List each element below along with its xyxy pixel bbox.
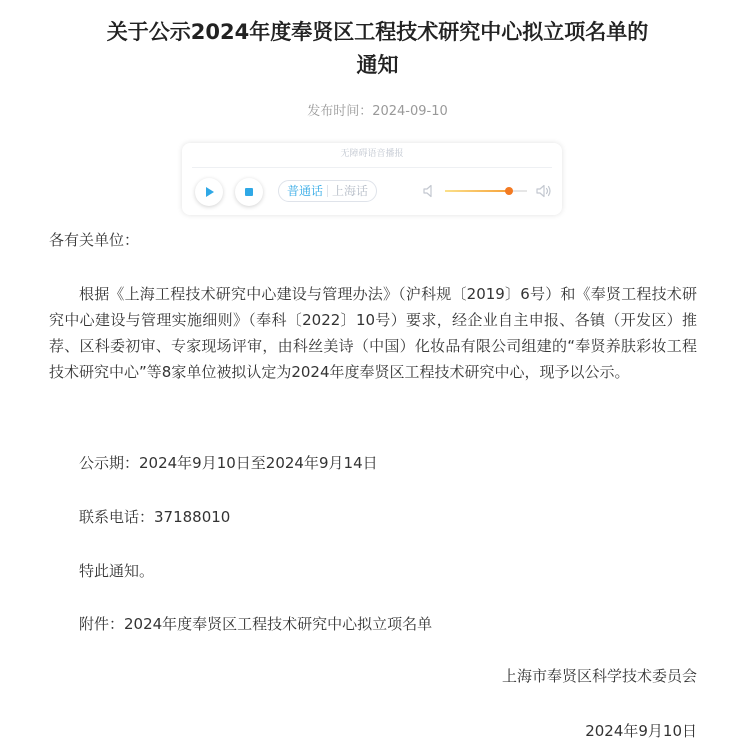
volume-fill [445,190,509,192]
publish-time [0,100,755,119]
volume-slider[interactable] [445,190,527,192]
title-line-2: 通知 [356,53,399,77]
title-line-1: 关于公示2024年度奉贤区工程技术研究中心拟立项名单的 [106,20,649,44]
salutation: 各有关单位： [49,231,140,249]
closing-remark: 特此通知。 [79,562,155,580]
publicity-period: 公示期：2024年9月10日至2024年9月14日 [79,454,378,472]
attachment-link[interactable]: 附件：2024年度奉贤区工程技术研究中心拟立项名单 [79,615,433,633]
play-button[interactable] [195,178,223,206]
player-caption: 无障碍语音播报 [340,149,404,159]
volume-high-icon[interactable] [535,183,553,199]
publish-label: 发布时间： [307,104,373,119]
publish-date: 2024-09-10 [372,104,448,119]
page-title [0,16,755,82]
volume-low-icon[interactable] [422,183,436,199]
volume-knob[interactable] [505,187,513,195]
stop-button[interactable] [235,178,263,206]
language-mandarin[interactable]: 普通话 [287,184,324,198]
audio-player [182,143,562,215]
main-paragraph: 根据《上海工程技术研究中心建设与管理办法》（沪科规〔2019〕6号）和《奉贤工程技术研究中心建设与管理实施细则》（奉科〔2022〕10号）要求，经企业自主申报、各镇（开发区）推荐、区科委初审、专家现场评审，由科丝美诗（中国）化妆品有限公司组建的“奉贤养肤彩妆工程技术研究中心”等8家单位被拟认定为2024年度奉贤区工程技术研究中心，现予以公示。 [49,285,697,381]
stop-icon [242,185,256,199]
contact-phone: 联系电话：37188010 [79,508,231,526]
language-switch [278,180,377,202]
language-shanghainese[interactable]: 上海话 [332,184,369,198]
issuer-signature: 上海市奉贤区科学技术委员会 [501,667,697,685]
player-divider [192,167,552,168]
play-icon [202,185,216,199]
signature-date: 2024年9月10日 [585,722,697,740]
